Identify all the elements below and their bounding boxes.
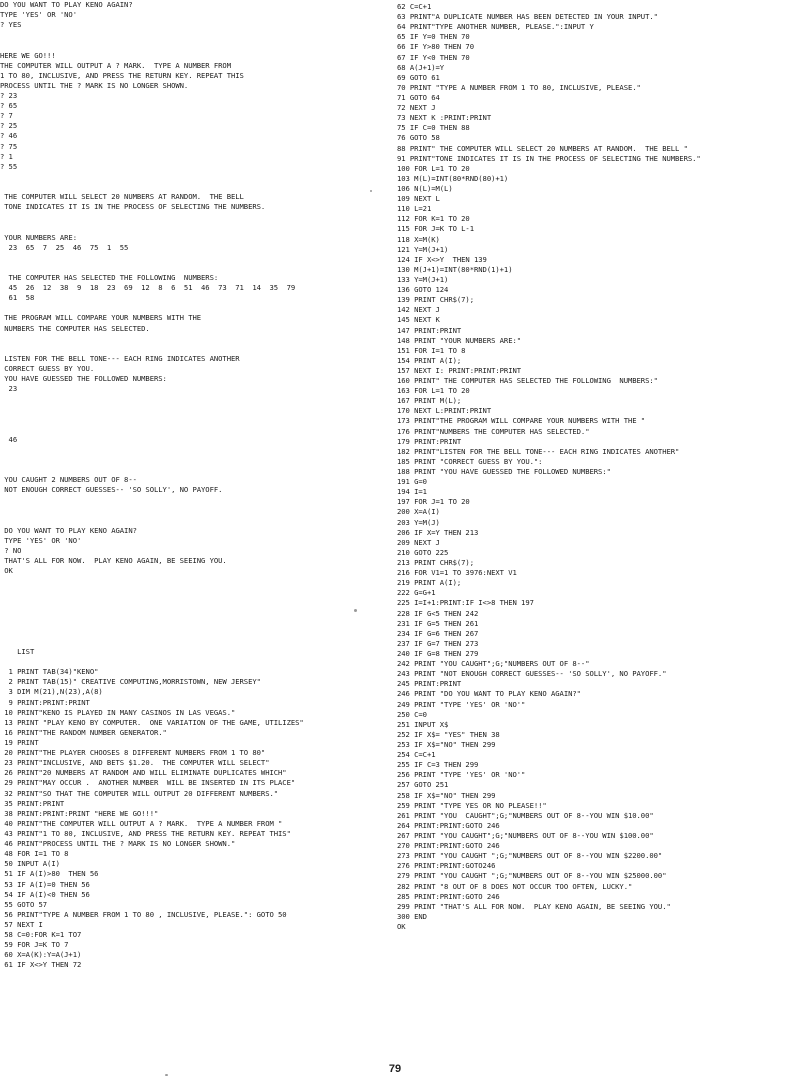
- output-line: TYPE 'YES' OR 'NO': [0, 10, 77, 20]
- blank-line: [0, 253, 380, 263]
- blank-line: [0, 586, 380, 596]
- output-line: 1 TO 80, INCLUSIVE, AND PRESS THE RETURN KEY. REPEAT THIS: [0, 70, 244, 80]
- code-line: 73 NEXT K :PRINT:PRINT: [397, 113, 492, 123]
- code-line: 225 I=I+1:PRINT:IF I<>8 THEN 197: [397, 598, 534, 608]
- blank-line: [0, 394, 380, 404]
- output-line: 45 26 12 38 9 18 23 69 12 8 6 51 46 73 71 14 35 79: [0, 283, 296, 293]
- scan-speck: [370, 190, 372, 192]
- output-line: 1 PRINT TAB(34)"KENO": [0, 667, 99, 677]
- output-line: ? NO: [0, 545, 22, 555]
- code-line: 115 FOR J=K TO L-1: [397, 224, 474, 234]
- output-line: 23 65 7 25 46 75 1 55: [0, 242, 129, 252]
- blank-line: [0, 172, 380, 182]
- code-line: 282 PRINT "8 OUT OF 8 DOES NOT OCCUR TOO OFTEN, LUCKY.": [397, 881, 633, 891]
- blank-line: [0, 657, 380, 667]
- code-line: 203 Y=M(J): [397, 517, 440, 527]
- code-line: 109 NEXT L: [397, 194, 440, 204]
- output-line: 50 INPUT A(I): [0, 859, 60, 869]
- blank-line: [0, 414, 380, 424]
- blank-line: [0, 222, 380, 232]
- code-line: 124 IF X<>Y THEN 139: [397, 254, 487, 264]
- output-line: 10 PRINT"KENO IS PLAYED IN MANY CASINOS IN LAS VEGAS.": [0, 707, 236, 717]
- blank-line: [0, 182, 380, 192]
- code-line: 194 I=1: [397, 487, 427, 497]
- program-listing-continued: [397, 2, 783, 932]
- code-line: 67 IF Y<0 THEN 70: [397, 52, 470, 62]
- blank-line: [0, 465, 380, 475]
- output-line: 23 PRINT"INCLUSIVE, AND BETS $1.20. THE COMPUTER WILL SELECT": [0, 758, 270, 768]
- code-line: 121 Y=M(J+1): [397, 244, 449, 254]
- output-line: YOUR NUMBERS ARE:: [0, 232, 77, 242]
- blank-line: [0, 445, 380, 455]
- output-line: YOU CAUGHT 2 NUMBERS OUT OF 8--: [0, 475, 137, 485]
- code-line: 72 NEXT J: [397, 103, 436, 113]
- code-line: 167 PRINT M(L);: [397, 396, 462, 406]
- code-line: 259 PRINT "TYPE YES OR NO PLEASE!!": [397, 800, 547, 810]
- code-line: 130 M(J+1)=INT(80*RND(1)+1): [397, 264, 513, 274]
- code-line: 147 PRINT:PRINT: [397, 325, 462, 335]
- output-line: THAT'S ALL FOR NOW. PLAY KENO AGAIN, BE SEEING YOU.: [0, 556, 227, 566]
- code-line: 69 GOTO 61: [397, 72, 440, 82]
- code-line: 163 FOR L=1 TO 20: [397, 386, 470, 396]
- blank-line: [0, 263, 380, 273]
- output-line: NUMBERS THE COMPUTER HAS SELECTED.: [0, 323, 150, 333]
- code-line: 219 PRINT A(I);: [397, 578, 462, 588]
- blank-line: [0, 455, 380, 465]
- code-line: 246 PRINT "DO YOU WANT TO PLAY KENO AGAIN?": [397, 689, 581, 699]
- output-line: 54 IF A(I)<0 THEN 56: [0, 889, 90, 899]
- output-line: THE COMPUTER WILL OUTPUT A ? MARK. TYPE A NUMBER FROM: [0, 60, 231, 70]
- blank-line: [0, 627, 380, 637]
- code-line: 206 IF X=Y THEN 213: [397, 527, 479, 537]
- code-line: 197 FOR J=1 TO 20: [397, 497, 470, 507]
- code-line: 270 PRINT:PRINT:GOTO 246: [397, 841, 500, 851]
- output-line: 51 IF A(I)>80 THEN 56: [0, 869, 99, 879]
- code-line: 188 PRINT "YOU HAVE GUESSED THE FOLLOWED NUMBERS:": [397, 467, 611, 477]
- code-line: 151 FOR I=1 TO 8: [397, 345, 466, 355]
- output-line: NOT ENOUGH CORRECT GUESSES-- 'SO SOLLY', NO PAYOFF.: [0, 485, 223, 495]
- output-line: ? 7: [0, 111, 13, 121]
- output-line: 57 NEXT I: [0, 919, 43, 929]
- output-line: TYPE 'YES' OR 'NO': [0, 535, 82, 545]
- code-line: 231 IF G=5 THEN 261: [397, 618, 479, 628]
- code-line: 267 PRINT "YOU CAUGHT";G;"NUMBERS OUT OF 8--YOU WIN $100.00": [397, 830, 654, 840]
- code-line: 160 PRINT" THE COMPUTER HAS SELECTED THE FOLLOWING NUMBERS:": [397, 376, 658, 386]
- output-line: LIST: [0, 647, 35, 656]
- code-line: 182 PRINT"LISTEN FOR THE BELL TONE--- EACH RING INDICATES ANOTHER": [397, 446, 680, 456]
- code-line: 210 GOTO 225: [397, 547, 449, 557]
- blank-line: [0, 617, 380, 627]
- code-line: 154 PRINT A(I);: [397, 355, 462, 365]
- blank-line: [0, 334, 380, 344]
- output-line: 29 PRINT"MAY OCCUR . ANOTHER NUMBER WILL BE INSERTED IN ITS PLACE": [0, 778, 296, 788]
- code-line: 179 PRINT:PRINT: [397, 436, 462, 446]
- output-line: YOU HAVE GUESSED THE FOLLOWED NUMBERS:: [0, 374, 167, 384]
- code-line: 240 IF G=8 THEN 279: [397, 649, 479, 658]
- blank-line: [0, 505, 380, 515]
- code-line: 71 GOTO 64: [397, 92, 440, 102]
- code-line: 250 C=0: [397, 709, 427, 719]
- output-line: DO YOU WANT TO PLAY KENO AGAIN?: [0, 0, 133, 9]
- output-line: 60 X=A(K):Y=A(J+1): [0, 950, 82, 960]
- output-line: 55 GOTO 57: [0, 899, 48, 909]
- code-line: 136 GOTO 124: [397, 285, 449, 295]
- code-line: 285 PRINT:PRINT:GOTO 246: [397, 891, 500, 901]
- code-line: 100 FOR L=1 TO 20: [397, 163, 470, 173]
- code-line: 222 G=G+1: [397, 588, 436, 598]
- code-line: 65 IF Y=0 THEN 70: [397, 32, 470, 42]
- code-line: 88 PRINT" THE COMPUTER WILL SELECT 20 NUMBERS AT RANDOM. THE BELL ": [397, 143, 688, 153]
- code-line: 176 PRINT"NUMBERS THE COMPUTER HAS SELECTED.": [397, 426, 590, 436]
- code-line: 106 N(L)=M(L): [397, 183, 453, 193]
- code-line: 257 GOTO 251: [397, 780, 449, 790]
- code-line: 103 M(L)=INT(80*RND(80)+1): [397, 173, 509, 183]
- output-line: ? 75: [0, 141, 18, 151]
- output-line: OK: [0, 566, 13, 576]
- code-line: 273 PRINT "YOU CAUGHT ";G;"NUMBERS OUT OF 8--YOU WIN $2200.00": [397, 851, 663, 861]
- program-run-output: [0, 0, 380, 971]
- code-line: 264 PRINT:PRINT:GOTO 246: [397, 820, 500, 830]
- code-line: 255 IF C=3 THEN 299: [397, 760, 479, 770]
- code-line: 76 GOTO 58: [397, 133, 440, 143]
- code-line: OK: [397, 921, 406, 931]
- code-line: 63 PRINT"A DUPLICATE NUMBER HAS BEEN DETECTED IN YOUR INPUT.": [397, 12, 658, 22]
- code-line: 157 NEXT I: PRINT:PRINT:PRINT: [397, 365, 522, 375]
- blank-line: [0, 404, 380, 414]
- code-line: 62 C=C+1: [397, 2, 432, 11]
- code-line: 142 NEXT J: [397, 305, 440, 315]
- output-line: 56 PRINT"TYPE A NUMBER FROM 1 TO 80 , INCLUSIVE, PLEASE.": GOTO 50: [0, 909, 287, 919]
- code-line: 228 IF G<5 THEN 242: [397, 608, 479, 618]
- code-line: 173 PRINT"THE PROGRAM WILL COMPARE YOUR NUMBERS WITH THE ": [397, 416, 646, 426]
- code-line: 256 PRINT "TYPE 'YES' OR 'NO'": [397, 770, 526, 780]
- code-line: 234 IF G=6 THEN 267: [397, 628, 479, 638]
- output-line: 2 PRINT TAB(15)" CREATIVE COMPUTING,MORRISTOWN, NEW JERSEY": [0, 677, 261, 687]
- scan-speck: [165, 1074, 168, 1076]
- output-line: CORRECT GUESS BY YOU.: [0, 363, 95, 373]
- output-line: THE PROGRAM WILL COMPARE YOUR NUMBERS WITH THE: [0, 313, 202, 323]
- blank-line: [0, 516, 380, 526]
- output-line: 46 PRINT"PROCESS UNTIL THE ? MARK IS NO LONGER SHOWN.": [0, 839, 236, 849]
- blank-line: [0, 596, 380, 606]
- blank-line: [0, 30, 380, 40]
- output-line: 61 IF X<>Y THEN 72: [0, 960, 82, 970]
- page-number: 79: [388, 1063, 402, 1075]
- code-line: 254 C=C+1: [397, 750, 436, 760]
- code-line: 258 IF X$="NO" THEN 299: [397, 790, 496, 800]
- output-line: 38 PRINT:PRINT:PRINT "HERE WE GO!!!": [0, 808, 159, 818]
- output-line: ? YES: [0, 20, 22, 30]
- blank-line: [0, 495, 380, 505]
- output-line: ? 65: [0, 101, 18, 111]
- output-line: 23: [0, 384, 18, 394]
- output-line: 20 PRINT"THE PLAYER CHOOSES 8 DIFFERENT NUMBERS FROM 1 TO 80": [0, 748, 266, 758]
- code-line: 70 PRINT "TYPE A NUMBER FROM 1 TO 80, INCLUSIVE, PLEASE.": [397, 82, 641, 92]
- output-line: THE COMPUTER WILL SELECT 20 NUMBERS AT RANDOM. THE BELL: [0, 192, 244, 202]
- output-line: ? 1: [0, 151, 13, 161]
- code-line: 148 PRINT "YOUR NUMBERS ARE:": [397, 335, 522, 345]
- code-line: 145 NEXT K: [397, 315, 440, 325]
- code-line: 216 FOR V1=1 TO 3976:NEXT V1: [397, 568, 517, 578]
- output-line: THE COMPUTER HAS SELECTED THE FOLLOWING NUMBERS:: [0, 272, 219, 282]
- output-line: ? 46: [0, 131, 18, 141]
- code-line: 253 IF X$="NO" THEN 299: [397, 739, 496, 749]
- output-line: ? 55: [0, 161, 18, 171]
- code-line: 185 PRINT "CORRECT GUESS BY YOU.":: [397, 456, 543, 466]
- code-line: 251 INPUT X$: [397, 719, 449, 729]
- output-line: 46: [0, 434, 18, 444]
- blank-line: [0, 576, 380, 586]
- output-line: 19 PRINT: [0, 737, 39, 747]
- output-line: 58 C=0:FOR K=1 TO7: [0, 930, 82, 940]
- code-line: 252 IF X$= "YES" THEN 38: [397, 729, 500, 739]
- code-line: 91 PRINT"TONE INDICATES IT IS IN THE PROCESS OF SELECTING THE NUMBERS.": [397, 153, 701, 163]
- output-line: 32 PRINT"SO THAT THE COMPUTER WILL OUTPUT 20 DIFFERENT NUMBERS.": [0, 788, 279, 798]
- blank-line: [0, 40, 380, 50]
- output-line: ? 23: [0, 90, 18, 100]
- output-line: 61 58: [0, 293, 35, 303]
- code-line: 112 FOR K=1 TO 20: [397, 214, 470, 224]
- output-line: 35 PRINT:PRINT: [0, 798, 65, 808]
- output-line: DO YOU WANT TO PLAY KENO AGAIN?: [0, 525, 137, 535]
- blank-line: [0, 425, 380, 435]
- code-line: 237 IF G=7 THEN 273: [397, 638, 479, 648]
- code-line: 243 PRINT "NOT ENOUGH CORRECT GUESSES-- 'SO SOLLY', NO PAYOFF.": [397, 669, 667, 679]
- code-line: 213 PRINT CHR$(7);: [397, 558, 474, 568]
- code-line: 66 IF Y>80 THEN 70: [397, 42, 474, 52]
- code-line: 261 PRINT "YOU CAUGHT";G;"NUMBERS OUT OF 8--YOU WIN $10.00": [397, 810, 654, 820]
- output-line: 40 PRINT"THE COMPUTER WILL OUTPUT A ? MARK. TYPE A NUMBER FROM ": [0, 818, 283, 828]
- output-line: 13 PRINT "PLAY KENO BY COMPUTER. ONE VARIATION OF THE GAME, UTILIZES": [0, 717, 304, 727]
- output-line: 48 FOR I=1 TO 8: [0, 849, 69, 859]
- code-line: 209 NEXT J: [397, 537, 440, 547]
- code-line: 75 IF C=0 THEN 88: [397, 123, 470, 133]
- code-line: 170 NEXT L:PRINT:PRINT: [397, 406, 492, 416]
- output-line: LISTEN FOR THE BELL TONE--- EACH RING INDICATES ANOTHER: [0, 353, 240, 363]
- output-line: 26 PRINT"20 NUMBERS AT RANDOM AND WILL ELIMINATE DUPLICATES WHICH": [0, 768, 287, 778]
- code-line: 133 Y=M(J+1): [397, 274, 449, 284]
- output-line: 16 PRINT"THE RANDOM NUMBER GENERATOR.": [0, 727, 167, 737]
- blank-line: [0, 607, 380, 617]
- blank-line: [0, 344, 380, 354]
- code-line: 200 X=A(I): [397, 507, 440, 517]
- blank-line: [0, 212, 380, 222]
- code-line: 118 X=M(K): [397, 234, 440, 244]
- output-line: 53 IF A(I)=0 THEN 56: [0, 879, 90, 889]
- output-line: PROCESS UNTIL THE ? MARK IS NO LONGER SHOWN.: [0, 80, 189, 90]
- code-line: 139 PRINT CHR$(7);: [397, 295, 474, 305]
- output-line: TONE INDICATES IT IS IN THE PROCESS OF SELECTING THE NUMBERS.: [0, 202, 266, 212]
- output-line: 43 PRINT"1 TO 80, INCLUSIVE, AND PRESS THE RETURN KEY. REPEAT THIS": [0, 828, 291, 838]
- output-line: 59 FOR J=K TO 7: [0, 940, 69, 950]
- code-line: 64 PRINT"TYPE ANOTHER NUMBER, PLEASE.":INPUT Y: [397, 22, 594, 32]
- code-line: 276 PRINT:PRINT:GOTO246: [397, 861, 496, 871]
- output-line: 9 PRINT:PRINT:PRINT: [0, 697, 90, 707]
- code-line: 300 END: [397, 911, 427, 921]
- code-line: 279 PRINT "YOU CAUGHT ";G;"NUMBERS OUT OF 8--YOU WIN $25000.00": [397, 871, 667, 881]
- code-line: 191 G=0: [397, 477, 427, 487]
- code-line: 245 PRINT:PRINT: [397, 679, 462, 689]
- blank-line: [0, 303, 380, 313]
- output-line: HERE WE GO!!!: [0, 50, 56, 60]
- code-line: 110 L=21: [397, 204, 432, 214]
- output-line: ? 25: [0, 121, 18, 131]
- code-line: 299 PRINT "THAT'S ALL FOR NOW. PLAY KENO AGAIN, BE SEEING YOU.": [397, 901, 671, 911]
- scan-speck: [354, 609, 357, 612]
- code-line: 68 A(J+1)=Y: [397, 62, 445, 72]
- code-line: 249 PRINT "TYPE 'YES' OR 'NO'": [397, 699, 526, 709]
- output-line: 3 DIM M(21),N(23),A(8): [0, 687, 103, 697]
- blank-line: [0, 637, 380, 647]
- code-line: 242 PRINT "YOU CAUGHT";G;"NUMBERS OUT OF 8--": [397, 659, 590, 669]
